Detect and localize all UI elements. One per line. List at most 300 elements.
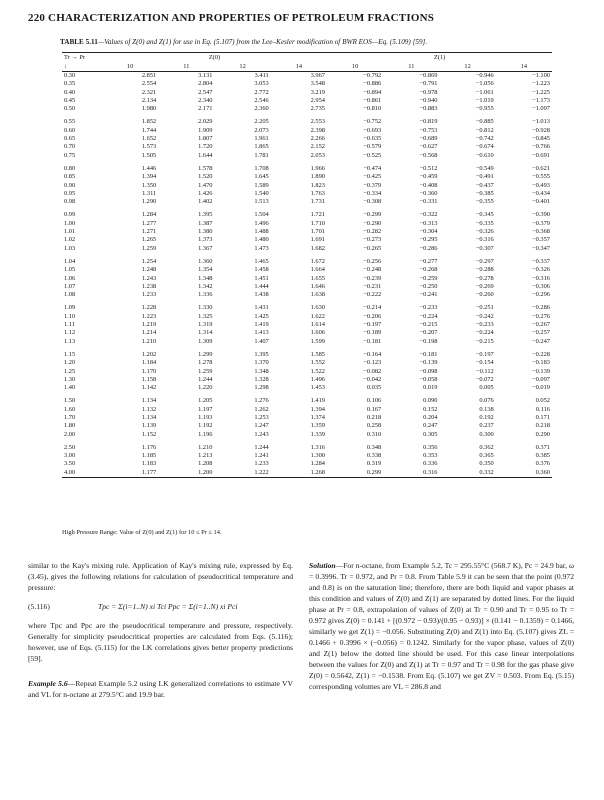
z1-cell: −1.061 <box>475 88 494 96</box>
z1-cell: −0.097 <box>532 375 550 383</box>
z1-cell: −0.286 <box>532 304 550 312</box>
z0-cell: 1.134 <box>141 413 157 421</box>
z0-cell: 1.807 <box>198 135 213 143</box>
z1-cell: −0.568 <box>419 151 438 159</box>
z0-cell: 1.644 <box>198 151 213 159</box>
z1-cell: −0.251 <box>475 304 494 312</box>
pr-header-cell: 11 <box>158 62 214 72</box>
z1-cell: 0.005 <box>479 384 494 392</box>
z1-cell: −0.112 <box>476 367 494 375</box>
z1-cell: −0.222 <box>363 291 382 299</box>
z1-cell: −0.286 <box>419 244 438 252</box>
z1-cell: −0.883 <box>419 105 438 113</box>
z1-cell: −0.491 <box>475 173 494 181</box>
z1-cell: −0.357 <box>532 236 550 244</box>
table-row <box>62 431 552 439</box>
z1-cell: −0.206 <box>363 312 382 320</box>
z1-cell: −0.689 <box>419 135 438 143</box>
z1-cell: −0.810 <box>363 105 382 113</box>
example-label: Example 5.6 <box>28 679 68 688</box>
table-row <box>62 397 552 405</box>
z0-cell: 1.284 <box>141 211 157 219</box>
tr-cell: 1.11 <box>64 321 75 329</box>
z1-cell: 0.350 <box>479 460 494 468</box>
tr-cell: 1.40 <box>64 384 76 392</box>
z1-cell: −1.173 <box>532 96 550 104</box>
tr-cell: 1.30 <box>64 375 76 383</box>
pr-header-cell: 12 <box>215 62 271 72</box>
z0-cell: 1.284 <box>310 460 325 468</box>
z1-cell: 0.300 <box>479 430 494 438</box>
z1-cell: −0.549 <box>475 164 494 172</box>
z1-cell: 0.365 <box>479 452 494 460</box>
example-text: —Repeat Example 5.2 using LK generalized correlations to estimate VV and VL for n-octane at 279.5°C and 19.9 bar. <box>28 679 293 699</box>
z1-cell: −0.297 <box>475 257 494 265</box>
tr-cell: 1.70 <box>64 413 76 421</box>
table-row <box>62 135 552 143</box>
z0-cell: 1.298 <box>254 384 269 392</box>
z1-cell: −0.946 <box>475 72 494 79</box>
z1-cell: −0.434 <box>532 189 550 197</box>
z1-cell: −0.295 <box>419 236 438 244</box>
z0-cell: 1.268 <box>271 469 327 478</box>
table-row <box>62 245 552 253</box>
z0-cell: 1.316 <box>310 443 325 451</box>
z0-cell: 1.170 <box>141 367 157 375</box>
z0-cell: 1.664 <box>310 266 325 274</box>
z0-cell: 1.573 <box>141 143 157 151</box>
tr-cell: 0.98 <box>64 198 76 206</box>
z1-cell: −0.250 <box>419 282 438 290</box>
z0-cell: 1.278 <box>198 359 213 367</box>
z1-cell: −0.139 <box>419 359 438 367</box>
z0-cell: 1.336 <box>198 291 213 299</box>
z0-cell: 1.488 <box>254 228 269 236</box>
z0-cell: 1.645 <box>254 173 269 181</box>
z1-cell: −1.100 <box>532 72 550 79</box>
z0-cell: 1.176 <box>141 443 157 451</box>
z1-cell: −0.752 <box>363 118 382 126</box>
z1-cell: −0.753 <box>419 126 438 134</box>
z-values-table <box>62 52 552 478</box>
z0-cell: 2.851 <box>141 72 157 79</box>
z0-cell: 1.458 <box>254 266 269 274</box>
z0-cell: 1.219 <box>141 321 157 329</box>
z0-cell: 3.131 <box>198 72 213 79</box>
z1-cell: −1.019 <box>475 96 494 104</box>
z0-cell: 1.682 <box>310 244 325 252</box>
z1-cell: −0.233 <box>419 304 438 312</box>
pr-header-cell: 11 <box>383 62 439 72</box>
z0-cell: 1.223 <box>141 312 157 320</box>
table-row <box>62 313 552 321</box>
table-row <box>62 220 552 228</box>
z0-cell: 1.823 <box>310 181 325 189</box>
table-row <box>62 80 552 88</box>
z0-cell: 1.504 <box>254 211 269 219</box>
tr-cell: 1.05 <box>64 266 76 274</box>
tr-cell: 1.10 <box>64 312 76 320</box>
z0-cell: 2.029 <box>198 118 213 126</box>
z1-cell: 0.336 <box>423 460 438 468</box>
z0-cell: 1.496 <box>254 219 269 227</box>
z0-cell: 1.540 <box>254 189 269 197</box>
tr-cell: 1.15 <box>64 350 76 358</box>
z1-cell: −0.408 <box>419 181 438 189</box>
tr-cell: 0.55 <box>64 118 76 126</box>
z1-cell: −0.019 <box>532 384 550 392</box>
z0-cell: 1.505 <box>141 151 157 159</box>
z1-cell: −0.265 <box>363 244 382 252</box>
z1-cell: −0.437 <box>475 181 494 189</box>
z0-cell: 1.228 <box>141 304 157 312</box>
z0-cell: 1.453 <box>310 384 325 392</box>
z1-cell: −0.224 <box>419 312 438 320</box>
z1-cell: −0.296 <box>532 291 550 299</box>
z0-cell: 1.360 <box>198 257 213 265</box>
z0-cell: 1.646 <box>310 282 325 290</box>
table-row <box>62 444 552 452</box>
z0-cell: 1.407 <box>254 337 269 345</box>
z0-cell: 1.300 <box>310 452 325 460</box>
z1-cell: −0.282 <box>363 228 382 236</box>
table-row <box>62 72 552 81</box>
tr-cell: 0.99 <box>64 211 76 219</box>
z1-cell: −0.425 <box>363 173 382 181</box>
z0-cell: 2.053 <box>310 151 325 159</box>
tr-cell: 2.50 <box>64 443 76 451</box>
tr-cell: 1.09 <box>64 304 76 312</box>
z1-group-header: Z(1) <box>327 53 552 63</box>
z0-cell: 1.438 <box>254 291 269 299</box>
z0-cell: 1.247 <box>254 422 269 430</box>
tr-cell: 1.25 <box>64 367 76 375</box>
z1-cell: −0.198 <box>419 337 438 345</box>
z1-cell: −0.610 <box>475 151 494 159</box>
z0-cell: 2.554 <box>141 80 157 88</box>
z1-cell: 0.237 <box>479 422 494 430</box>
z0-cell: 1.311 <box>142 189 157 197</box>
z1-cell: −0.242 <box>475 312 494 320</box>
z0-cell: 2.205 <box>254 118 269 126</box>
z0-cell: 1.277 <box>141 219 157 227</box>
z1-cell: 0.052 <box>535 397 550 405</box>
z1-cell: −0.267 <box>532 321 550 329</box>
tr-cell: 1.04 <box>64 257 76 265</box>
z1-cell: 0.290 <box>535 430 550 438</box>
z1-cell: 0.167 <box>366 405 382 413</box>
pr-header-cell: 10 <box>102 62 158 72</box>
z1-cell: −0.766 <box>532 143 550 151</box>
z0-cell: 1.419 <box>310 397 325 405</box>
z0-cell: 1.496 <box>310 375 325 383</box>
z0-cell: 1.342 <box>198 282 213 290</box>
z1-cell: 0.076 <box>479 397 494 405</box>
z0-cell: 1.142 <box>141 384 157 392</box>
tr-cell: 1.13 <box>64 337 76 345</box>
z1-cell: −0.072 <box>475 375 494 383</box>
z0-cell: 1.214 <box>141 329 157 337</box>
z0-cell: 1.185 <box>141 452 157 460</box>
z1-cell: −0.228 <box>532 350 550 358</box>
z1-cell: −0.316 <box>532 274 550 282</box>
z1-cell: −0.621 <box>532 164 550 172</box>
z1-cell: −0.042 <box>363 375 382 383</box>
table-row <box>62 304 552 312</box>
tr-cell: 0.40 <box>64 88 76 96</box>
z1-cell: −0.894 <box>363 88 382 96</box>
z1-cell: −0.928 <box>532 126 550 134</box>
z0-cell: 1.238 <box>141 282 157 290</box>
tr-cell: 1.03 <box>64 244 76 252</box>
z0-cell: 1.744 <box>141 126 157 134</box>
z1-cell: −0.691 <box>532 151 550 159</box>
table-row <box>62 258 552 266</box>
z1-cell: −0.331 <box>419 198 438 206</box>
z0-cell: 1.192 <box>198 422 213 430</box>
z1-cell: 0.152 <box>423 405 438 413</box>
z0-cell: 1.265 <box>141 236 157 244</box>
pr-header-cell: 14 <box>496 62 552 72</box>
z1-cell: −0.224 <box>475 329 494 337</box>
table-row <box>62 460 552 468</box>
tr-cell: 3.00 <box>64 452 76 460</box>
z1-cell: −0.181 <box>363 337 382 345</box>
z0-cell: 1.652 <box>141 135 157 143</box>
z0-cell: 1.139 <box>141 422 157 430</box>
z1-cell: −0.307 <box>475 244 494 252</box>
z0-cell: 1.253 <box>254 413 269 421</box>
z0-cell: 1.431 <box>254 304 269 312</box>
z0-cell: 1.325 <box>198 312 213 320</box>
z1-cell: −0.845 <box>532 135 550 143</box>
tr-cell: 1.80 <box>64 422 76 430</box>
z1-cell: −0.257 <box>532 329 550 337</box>
z0-cell: 1.589 <box>254 181 269 189</box>
tr-cell: 0.95 <box>64 189 76 197</box>
table-note: High Pressure Range: Value of Z(0) and Z(1) for 10 ≤ Pr ≤ 14. <box>62 529 222 536</box>
z1-cell: 0.356 <box>423 443 438 451</box>
z0-cell: 1.701 <box>310 228 325 236</box>
z0-cell: 1.233 <box>254 460 269 468</box>
table-row <box>62 291 552 299</box>
z1-cell: −0.940 <box>419 96 438 104</box>
z0-cell: 1.262 <box>254 405 269 413</box>
z1-cell: −0.385 <box>475 189 494 197</box>
z0-cell: 1.205 <box>198 397 213 405</box>
z1-cell: −1.225 <box>532 88 550 96</box>
z0-cell: 1.444 <box>254 282 269 290</box>
z1-cell: 0.360 <box>496 469 552 478</box>
z1-cell: −0.260 <box>475 291 494 299</box>
z0-cell: 1.319 <box>198 321 213 329</box>
z1-cell: −0.355 <box>475 198 494 206</box>
z0-cell: 1.865 <box>254 143 269 151</box>
table-row <box>62 152 552 160</box>
table-row <box>62 165 552 173</box>
z0-cell: 1.691 <box>310 236 325 244</box>
z0-cell: 1.330 <box>198 304 213 312</box>
z1-cell: −0.579 <box>363 143 382 151</box>
solution-label: Solution <box>309 561 336 570</box>
pr-header-cell: 14 <box>271 62 327 72</box>
z0-cell: 1.222 <box>215 469 271 478</box>
table-row <box>62 384 552 392</box>
z0-cell: 2.547 <box>198 88 213 96</box>
z1-cell: −0.058 <box>419 375 438 383</box>
z1-cell: −0.197 <box>475 350 494 358</box>
z0-cell: 2.735 <box>310 105 325 113</box>
z1-cell: −0.792 <box>363 72 382 79</box>
z1-cell: −0.379 <box>532 219 550 227</box>
z0-cell: 1.520 <box>198 173 213 181</box>
z1-cell: −0.674 <box>475 143 494 151</box>
z0-cell: 1.470 <box>198 181 213 189</box>
z1-cell: 0.138 <box>479 405 494 413</box>
z0-cell: 1.184 <box>141 359 157 367</box>
z1-cell: −0.812 <box>475 126 494 134</box>
z1-cell: −0.322 <box>419 211 438 219</box>
z1-cell: −0.164 <box>363 350 382 358</box>
table-row <box>62 338 552 346</box>
z0-cell: 1.395 <box>254 350 269 358</box>
z1-cell: −0.326 <box>532 266 550 274</box>
table-row <box>62 190 552 198</box>
z1-cell: −0.247 <box>532 337 550 345</box>
z1-cell: −1.097 <box>532 105 550 113</box>
table-row <box>62 105 552 113</box>
z1-cell: −0.248 <box>363 266 382 274</box>
z1-cell: −0.259 <box>419 274 438 282</box>
table-row <box>62 452 552 460</box>
z1-cell: −0.215 <box>419 321 438 329</box>
z1-cell: −0.347 <box>532 244 550 252</box>
equation-number: (5.116) <box>28 602 50 611</box>
z1-cell: −0.277 <box>419 257 438 265</box>
tr-cell: 1.60 <box>64 405 76 413</box>
z1-cell: 0.218 <box>366 413 382 421</box>
z1-cell: −0.098 <box>419 367 438 375</box>
z0-cell: 1.193 <box>198 413 213 421</box>
tr-cell: 0.85 <box>64 173 76 181</box>
table-row <box>62 406 552 414</box>
z0-cell: 2.553 <box>310 118 325 126</box>
z0-cell: 2.266 <box>310 135 325 143</box>
z1-cell: 0.338 <box>366 452 382 460</box>
z1-cell: −0.555 <box>532 173 550 181</box>
z1-cell: 0.385 <box>535 452 550 460</box>
tr-cell: 0.45 <box>64 96 76 104</box>
z0-cell: 1.243 <box>254 430 269 438</box>
z0-cell: 1.158 <box>141 375 157 383</box>
table-row <box>62 414 552 422</box>
z0-cell: 1.852 <box>141 118 157 126</box>
tr-cell: 0.70 <box>64 143 76 151</box>
z1-cell: 0.362 <box>479 443 494 451</box>
pr-header-cell: 12 <box>440 62 496 72</box>
z1-cell: 0.319 <box>366 460 382 468</box>
z0-cell: 1.370 <box>254 359 269 367</box>
z1-cell: −0.231 <box>363 282 382 290</box>
z0-cell: 1.259 <box>198 367 213 375</box>
z1-cell: 0.305 <box>423 430 438 438</box>
z0-cell: 1.720 <box>198 143 213 151</box>
z0-cell: 1.890 <box>310 173 325 181</box>
table-row <box>62 283 552 291</box>
z0-cell: 1.630 <box>310 304 325 312</box>
z0-cell: 1.413 <box>254 329 269 337</box>
z1-cell: −0.869 <box>419 72 438 79</box>
tr-cell: 0.50 <box>64 105 76 113</box>
z0-cell: 1.721 <box>310 211 325 219</box>
z0-cell: 1.213 <box>198 452 213 460</box>
table-row <box>62 321 552 329</box>
right-column <box>309 560 574 692</box>
z0-cell: 1.200 <box>158 469 214 478</box>
z1-cell: −0.197 <box>363 321 382 329</box>
z0-cell: 1.259 <box>141 244 157 252</box>
z0-cell: 2.772 <box>254 88 269 96</box>
tr-cell: 0.30 <box>64 72 76 79</box>
z0-cell: 1.196 <box>198 430 213 438</box>
z0-cell: 1.394 <box>141 173 157 181</box>
tr-cell: 3.50 <box>64 460 76 468</box>
z1-cell: −1.223 <box>532 80 550 88</box>
table-row <box>62 143 552 151</box>
page-header: 220 CHARACTERIZATION AND PROPERTIES OF PETROLEUM FRACTIONS <box>28 12 435 24</box>
z1-cell: −0.345 <box>475 211 494 219</box>
z1-cell: 0.371 <box>535 443 550 451</box>
z0-cell: 2.546 <box>254 96 269 104</box>
z0-cell: 1.578 <box>198 164 213 172</box>
z0-cell: 1.271 <box>141 228 157 236</box>
z0-group-header: Z(0) <box>102 53 327 63</box>
z1-cell: −0.791 <box>419 80 438 88</box>
tr-cell: 0.90 <box>64 181 76 189</box>
z0-cell: 1.731 <box>310 198 325 206</box>
z1-cell: −0.326 <box>475 228 494 236</box>
table-row <box>62 351 552 359</box>
table-row <box>62 422 552 430</box>
z1-cell: −0.214 <box>363 304 382 312</box>
z0-cell: 1.980 <box>141 105 157 113</box>
z0-cell: 1.244 <box>254 443 269 451</box>
z1-cell: −0.276 <box>532 312 550 320</box>
pr-header-cell: 10 <box>327 62 383 72</box>
tr-cell: 0.35 <box>64 80 76 88</box>
tr-cell: 0.60 <box>64 126 76 134</box>
z0-cell: 1.395 <box>198 211 213 219</box>
tr-cell: 0.65 <box>64 135 76 143</box>
z1-cell: −0.181 <box>419 350 438 358</box>
z0-cell: 1.233 <box>141 291 157 299</box>
z1-cell: −0.082 <box>363 367 382 375</box>
z0-cell: 1.244 <box>198 375 213 383</box>
tr-pr-header: Tr → Pr <box>62 53 102 63</box>
z1-cell: 0.035 <box>366 384 382 392</box>
z1-cell: 0.376 <box>535 460 550 468</box>
z0-cell: 1.254 <box>141 257 157 265</box>
z0-cell: 1.672 <box>310 257 325 265</box>
z0-cell: 1.248 <box>141 266 157 274</box>
z0-cell: 1.763 <box>310 189 325 197</box>
z1-cell: −0.368 <box>532 228 550 236</box>
z0-cell: 1.374 <box>310 413 325 421</box>
z1-cell: −0.268 <box>419 266 438 274</box>
tr-arrow: ↓ <box>62 62 102 72</box>
z0-cell: 1.309 <box>198 337 213 345</box>
z1-cell: 0.218 <box>535 422 550 430</box>
